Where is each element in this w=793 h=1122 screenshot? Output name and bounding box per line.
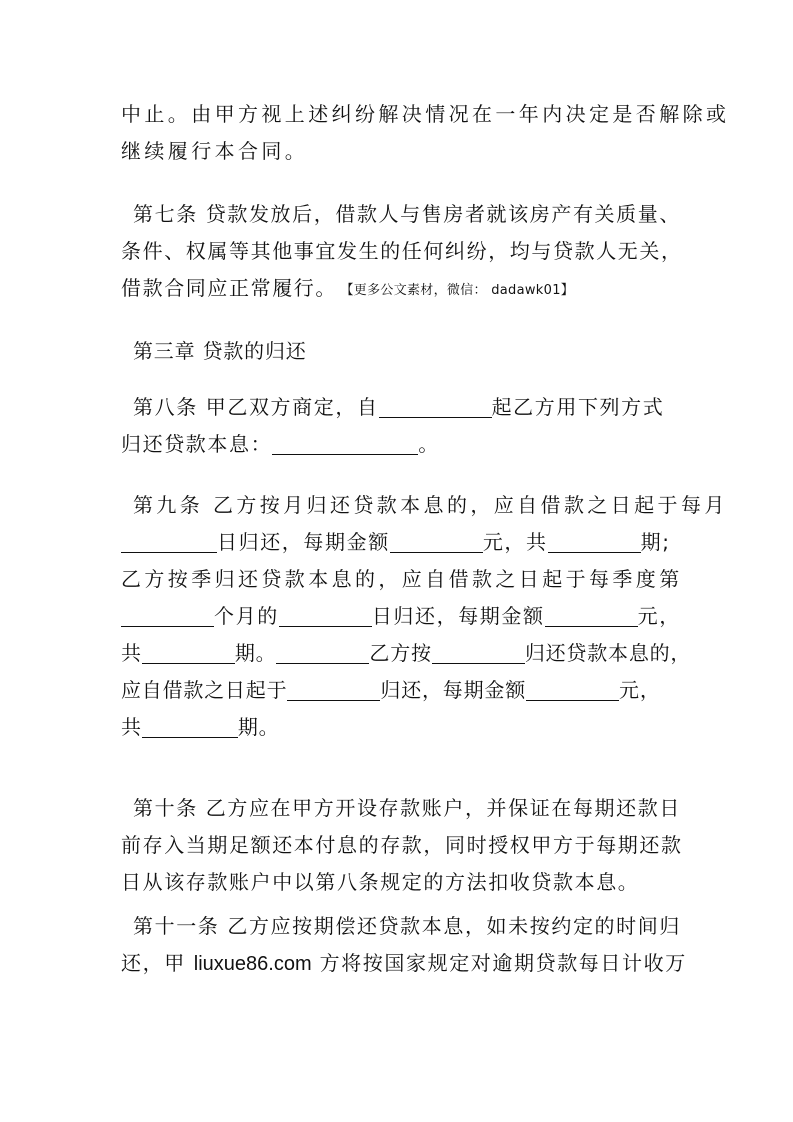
text-line [121, 709, 681, 746]
fill-blank [121, 530, 217, 553]
text-segment: 日归还，每期金额 [371, 604, 545, 628]
text-segment: 共 [121, 715, 142, 739]
text-segment: 期。 [234, 641, 277, 665]
text-line [121, 426, 681, 463]
paragraph-continuation [121, 96, 730, 170]
text-segment: 元， [637, 604, 681, 628]
text-segment: 借款合同应正常履行。 [121, 276, 337, 300]
article-8 [121, 389, 681, 463]
text-segment: 归还，每期金额 [380, 678, 527, 702]
website-text: liuxue86.com [193, 953, 312, 975]
text-segment: 乙方按 [369, 641, 432, 665]
text-line [121, 389, 681, 426]
text-segment: 期; [640, 530, 671, 554]
chapter-title: 第三章 贷款的归还 [133, 339, 307, 363]
fill-blank [279, 604, 372, 627]
fill-blank [390, 530, 483, 553]
fill-blank [272, 432, 418, 455]
fill-blank [142, 715, 238, 738]
article-10 [121, 790, 681, 901]
fill-blank [379, 395, 492, 418]
text-segment: 元， [619, 678, 661, 702]
fill-blank [545, 604, 638, 627]
text-segment: 元，共 [482, 530, 548, 554]
fill-blank [276, 641, 369, 664]
fill-blank [142, 641, 235, 664]
article-11 [121, 908, 687, 982]
text-line: 条件、权属等其他事宜发生的任何纠纷，均与贷款人无关， [121, 239, 683, 263]
text-segment: 日归还，每期金额 [217, 530, 390, 554]
chapter-heading [121, 333, 681, 370]
text-line: 乙方按季归还贷款本息的，应自借款之日起于每季度第 [121, 567, 683, 591]
text-segment: 归还贷款本息： [121, 432, 273, 456]
fill-blank [432, 641, 525, 664]
text-line [121, 598, 681, 635]
article-9 [121, 487, 728, 746]
text-line: 第十条 乙方应在甲方开设存款账户，并保证在每期还款日 [133, 796, 681, 820]
text-segment: 个月的 [214, 604, 279, 628]
text-line [121, 270, 681, 307]
text-line: 中止。由甲方视上述纠纷解决情况在一年内决定是否解除或 [121, 102, 730, 126]
text-segment: 第八条 甲乙双方商定，自 [133, 395, 379, 419]
text-line: 第九条 乙方按月归还贷款本息的，应自借款之日起于每月 [133, 493, 728, 517]
article-7 [121, 196, 681, 307]
promo-note: 【更多公文素材，微信： dadawk01】 [347, 283, 575, 298]
fill-blank [548, 530, 641, 553]
text-segment: 方将按国家规定对逾期贷款每日计收万 [319, 951, 687, 975]
text-segment: 。 [418, 432, 440, 456]
text-segment: 应自借款之日起于 [121, 678, 288, 702]
text-line [121, 524, 681, 561]
fill-blank [287, 678, 380, 701]
text-segment: 归还贷款本息的， [524, 641, 692, 665]
text-line [121, 672, 681, 709]
text-line: 第七条 贷款发放后，借款人与售房者就该房产有关质量、 [133, 202, 681, 226]
fill-blank [526, 678, 619, 701]
text-segment: 共 [121, 641, 142, 665]
text-segment: 期。 [237, 715, 280, 739]
text-line [121, 945, 687, 982]
fill-blank [121, 604, 214, 627]
text-segment: 还，甲 [121, 951, 186, 975]
text-line: 日从该存款账户中以第八条规定的方法扣收贷款本息。 [121, 870, 640, 894]
text-line [121, 635, 692, 672]
text-line: 前存入当期足额还本付息的存款，同时授权甲方于每期还款 [121, 833, 683, 857]
text-segment: 起乙方用下列方式 [491, 395, 665, 419]
text-line: 第十一条 乙方应按期偿还贷款本息，如未按约定的时间归 [133, 914, 681, 938]
text-line: 继续履行本合同。 [121, 139, 309, 163]
